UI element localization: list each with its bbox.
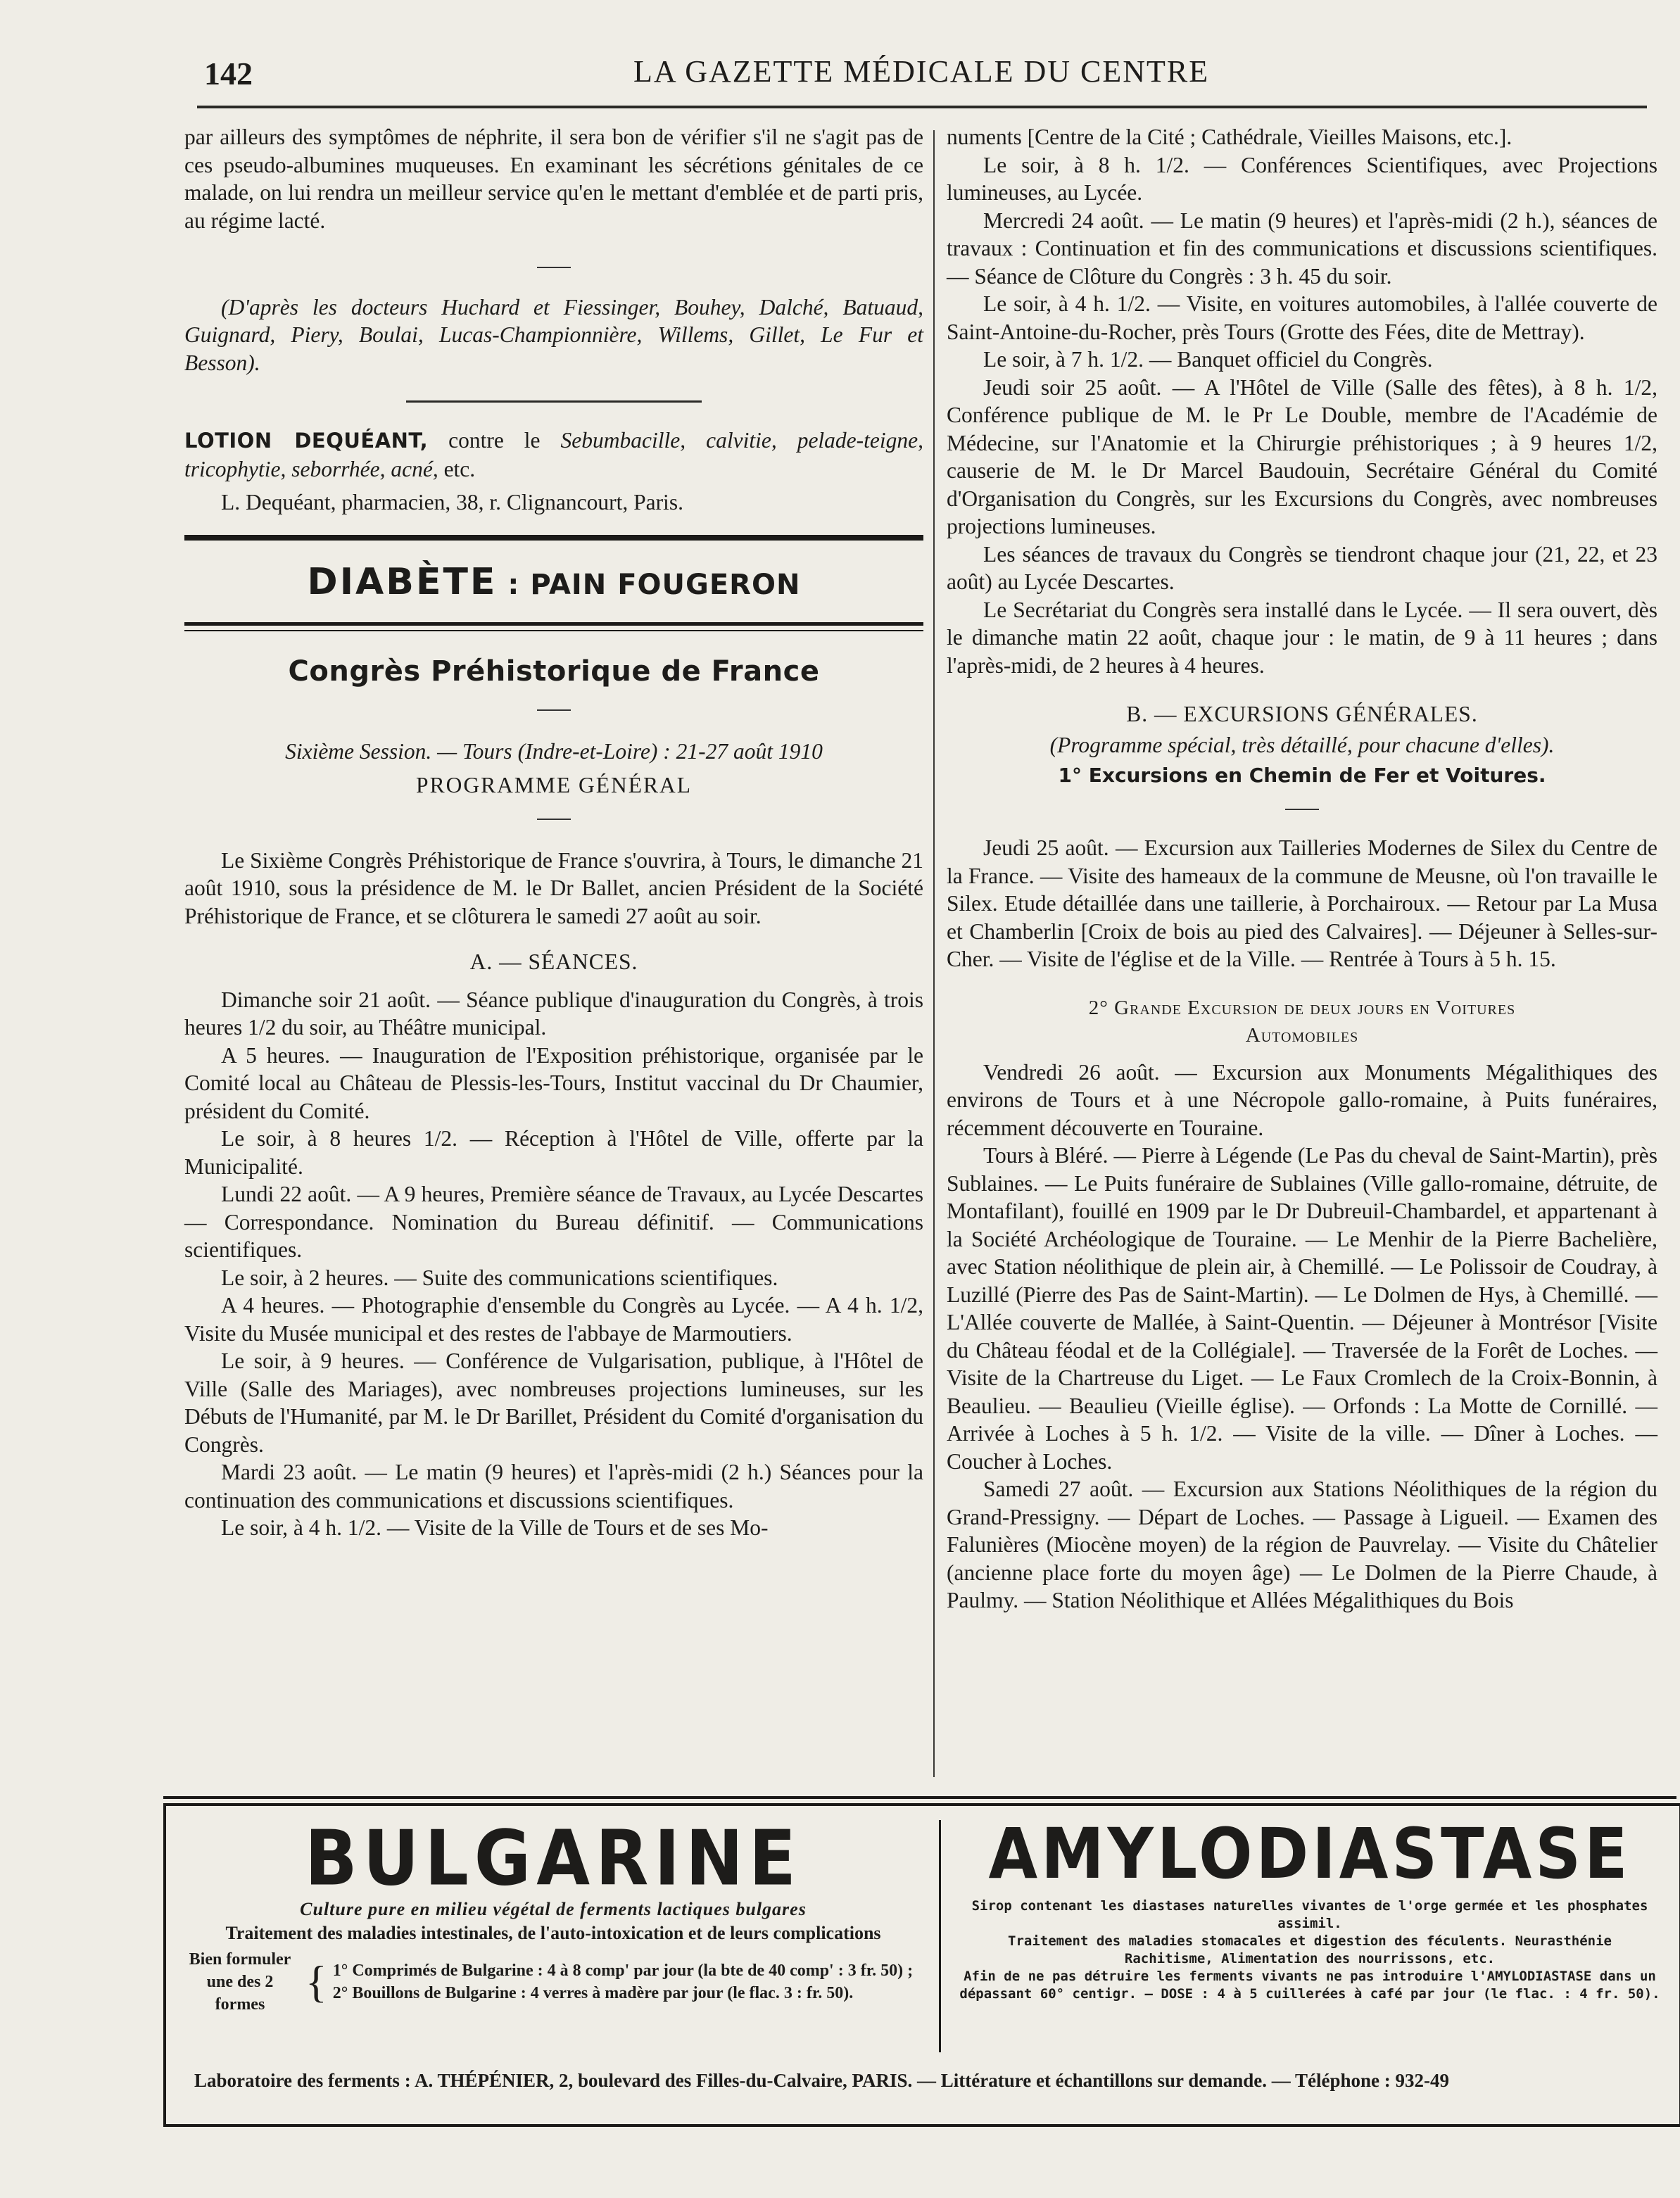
diabete-ad [184, 560, 923, 603]
page-number: 142 [204, 56, 253, 91]
amylodiastase-ad [954, 1813, 1665, 2003]
divider-rule [406, 400, 702, 403]
dash-separator-4 [947, 794, 1657, 822]
diabete-sep: : [497, 568, 531, 601]
journal-title: LA GAZETTE MÉDICALE DU CENTRE [633, 54, 1210, 89]
seance-paragraph: Jeudi soir 25 août. — A l'Hôtel de Ville (Salle des fêtes), à 8 h. 1/2, Conférence publique de M. le Pr Le Double, membre de l'Académie de Médecine, sur l'Anatomie et la Chirurgie préhistoriques ; à 9 heures 1/2, causerie de M. le Dr Marcel Baudouin, Secrétaire Général du Comité d'Organisation du Congrès, sur les Excursions du Congrès, avec nombreuses projections lumineuses. [947, 374, 1657, 538]
amylodiastase-line: Rachitisme, Alimentation des nourrissons, etc. [1124, 1951, 1496, 1966]
formula-lines [333, 1959, 926, 2004]
diabete-word: DIABÈTE [307, 560, 498, 603]
excursion-1-title: 1° Excursions en Chemin de Fer et Voitures. [1058, 764, 1546, 787]
advert-footer: Laboratoire des ferments : A. THÉPÉNIER, 2, boulevard des Filles-du-Calvaire, PARIS. — Littérature et échantillons sur demande. — Téléphone : 932-49 [194, 2070, 1449, 2091]
amylodiastase-line: dépassant 60° centigr. — DOSE : 4 à 5 cuillerées à café par jour (le flac. : 4 fr. 50). [959, 1986, 1660, 2002]
advert-divider [939, 1820, 941, 2052]
dash-separator-2 [184, 695, 923, 723]
seance-paragraph: Mercredi 24 août. — Le matin (9 heures) et l'après-midi (2 h.), séances de travaux : Continuation et fin des communications et discussions scientifiques. — Séance de Clôture du Congrès : 3 h. 45 du soir. [947, 208, 1657, 289]
congres-intro: Le Sixième Congrès Préhistorique de France s'ouvrira, à Tours, le dimanche 21 août 1910, sous la présidence de M. le Dr Ballet, ancien Président de la Société Préhistorique de France, et se clôturera le samedi 27 août au soir. [184, 847, 923, 928]
lotion-text: contre le [428, 428, 561, 453]
seance-paragraph: Le soir, à 4 h. 1/2. — Visite de la Ville de Tours et de ses Mo- [221, 1515, 769, 1540]
seance-paragraph: Le Secrétariat du Congrès sera installé dans le Lycée. — Il sera ouvert, dès le dimanche matin 22 août, chaque jour : le matin, de 9 à 11 heures ; dans l'après-midi, de 2 heures à 4 heures. [947, 597, 1657, 678]
column-divider [933, 130, 935, 1777]
section-a-title: A. — SÉANCES. [469, 949, 638, 974]
programme-title: PROGRAMME GÉNÉRAL [416, 772, 692, 797]
lotion-ad [184, 427, 923, 483]
lotion-indications: Sebumbacille, calvitie, pelade-teigne, tricophytie, seborrhée, acné, [184, 428, 923, 481]
left-column [184, 123, 923, 1542]
excursion-2-paragraph: Tours à Bléré. — Pierre à Légende (Le Pas du cheval de Saint-Martin), près Sublaines. — Le Puits funéraire de Sublaines (Ville gallo-romaine, détruite, de Montafilant), fouillé en 1909 par le Dr Dubreuil-Chambardel, et appartenant à la Société Archéologique de Touraine. — Le Menhir de la Pierre Bachelière, avec Station néolithique de plein air, à Chemillé. — Le Polissoir de Coudray, à Luzillé (Pierre des Pas de Saint-Martin). — Le Dolmen de Hys, à Chemillé. — L'Allée couverte de Mallée, à Saint-Quentin. — Déjeuner à Montrésor [Visite du Château féodal et de la Collégiale]. — Traversée de la Forêt de Loches. — Visite de la Chartreuse du Liget. — Le Faux Cromlech de la Croix-Bonnin, à Beaulieu. — Beaulieu (Vieille église). — Orfonds : La Motte de Cornillé. — Arrivée à Loches à 5 h. 1/2. — Visite de la ville. — Dîner à Loches. — Coucher à Loches. [947, 1143, 1657, 1474]
excursion-2-title-cont: Automobiles [1245, 1024, 1359, 1047]
seance-paragraph: Le soir, à 2 heures. — Suite des communications scientifiques. [221, 1265, 778, 1290]
header-rule [197, 106, 1647, 108]
seance-paragraph: A 4 heures. — Photographie d'ensemble du Congrès au Lycée. — A 4 h. 1/2, Visite du Musée municipal et des restes de l'abbaye de Marmoutiers. [184, 1293, 923, 1346]
amylodiastase-line: Traitement des maladies stomacales et digestion des féculents. Neurasthénie [1008, 1933, 1612, 1949]
section-b-subtitle: (Programme spécial, très détaillé, pour chacune d'elles). [1049, 732, 1555, 757]
intro-paragraph: par ailleurs des symptômes de néphrite, il sera bon de vérifier s'il ne s'agit pas de ces pseudo-albumines muqueuses. En examinant les sécrétions génitales de ce malade, on lui rendra un meilleur service qu'en le mettant d'emblée et de parti pris, au régime lacté. [184, 125, 923, 233]
bulgarine-formula [180, 1948, 926, 2016]
lotion-pharmacist: L. Dequéant, pharmacien, 38, r. Clignancourt, Paris. [221, 490, 683, 514]
thin-rule [184, 630, 923, 631]
formula-label-line: Bien formuler [189, 1950, 291, 1969]
diabete-product: PAIN FOUGERON [530, 568, 801, 601]
lotion-name: LOTION DEQUÉANT, [184, 429, 429, 453]
seance-paragraph: Lundi 22 août. — A 9 heures, Première séance de Travaux, au Lycée Descartes — Correspondance. Nomination du Bureau définitif. — Communications scientifiques. [184, 1182, 923, 1262]
thick-rule-2 [184, 622, 923, 626]
bulgarine-indication: Traitement des maladies intestinales, de l'auto-intoxication et de leurs complications [225, 1923, 881, 1943]
formula-label-line: une des 2 formes [206, 1973, 274, 2014]
formula-line: 2° Bouillons de Bulgarine : 4 verres à madère par jour (le flac. 3 : fr. 50). [332, 1984, 854, 2002]
amylodiastase-line: Sirop contenant les diastases naturelles vivantes de l'orge germée et les phosphates assimil. [971, 1898, 1648, 1931]
seance-paragraph: Le soir, à 9 heures. — Conférence de Vulgarisation, publique, à l'Hôtel de Ville (Salle des Mariages), avec nombreuses projections lumineuses, sur les Débuts de l'Humanité, par M. le Dr Barillet, Président du Comité d'organisation du Congrès. [184, 1349, 923, 1457]
seance-paragraph: A 5 heures. — Inauguration de l'Exposition préhistorique, organisée par le Comité local au Château de Plessis-les-Tours, Institut vaccinal du Dr Chaumier, président du Comité. [184, 1042, 923, 1123]
right-column [947, 123, 1657, 1615]
congres-title: Congrès Préhistorique de France [288, 655, 820, 688]
bulgarine-tagline: Culture pure en milieu végétal de ferments lactiques bulgares [300, 1899, 807, 1919]
brace-icon: { [305, 1957, 327, 2007]
section-b-title: B. — EXCURSIONS GÉNÉRALES. [1126, 702, 1478, 726]
seance-paragraph: Le soir, à 4 h. 1/2. — Visite, en voitures automobiles, à l'allée couverte de Saint-Antoine-du-Rocher, près Tours (Grotte des Fées, dite de Mettray). [947, 291, 1657, 344]
seance-paragraph: Le soir, à 8 h. 1/2. — Conférences Scientifiques, avec Projections lumineuses, au Lycée. [947, 152, 1657, 205]
bulgarine-ad [180, 1814, 926, 2016]
excursion-2-paragraph: Vendredi 26 août. — Excursion aux Monuments Mégalithiques des environs de Tours et à une Nécropole gallo-romaine, à Puits funéraires, récemment découverte en Touraine. [947, 1059, 1657, 1140]
formula-line: 1° Comprimés de Bulgarine : 4 à 8 comp' par jour (la bte de 40 comp' : 3 fr. 50) ; [332, 1962, 914, 1980]
seance-paragraph: Le soir, à 8 heures 1/2. — Réception à l'Hôtel de Ville, offerte par la Municipalité. [184, 1126, 923, 1179]
seance-paragraph: Dimanche soir 21 août. — Séance publique d'inauguration du Congrès, à trois heures 1/2 du soir, au Théâtre municipal. [184, 987, 923, 1040]
excursion-2-title: 2° Grande Excursion de deux jours en Voitures [1088, 996, 1516, 1019]
amylodiastase-brand: AMYLODIASTASE [988, 1813, 1631, 1895]
seance-paragraph: Le soir, à 7 h. 1/2. — Banquet officiel du Congrès. [983, 347, 1433, 372]
dash-separator [184, 251, 923, 279]
excursion-2-paragraph: Samedi 27 août. — Excursion aux Stations Néolithiques de la région du Grand-Pressigny. — Départ de Loches. — Passage à Ligueil. — Examen des Falunières (Miocène moyen) de la région de Pauvrelay. — Visite du Châtelier (ancienne place forte du moyen âge) — Le Dolmen de la Pierre Chaude, à Paulmy. — Station Néolithique et Allées Mégalithiques du Bois [947, 1477, 1657, 1612]
bulgarine-brand: BULGARINE [305, 1814, 802, 1903]
amylodiastase-line: Afin de ne pas détruire les ferments vivants ne pas introduire l'AMYLODIASTASE dans un [964, 1969, 1656, 1984]
session-line: Sixième Session. — Tours (Indre-et-Loire) : 21-27 août 1910 [285, 739, 823, 764]
excursion-1-text: Jeudi 25 août. — Excursion aux Tailleries Modernes de Silex du Centre de la France. — Visite des hameaux de la commune de Meusne, où l'on travaille le Silex. Etude détaillée dans une taillerie, à Porchairoux. — Retour par La Musa et Chamberlin [Croix de bois au pied des Calvaires]. — Déjeuner à Selles-sur-Cher. — Visite de l'église et de la Ville. — Rentrée à Tours à 5 h. 15. [947, 835, 1657, 971]
citation: (D'après les docteurs Huchard et Fiessinger, Bouhey, Dalché, Batuaud, Guignard, Piery, Boulai, Lucas-Championnière, Willems, Gillet, Le Fur et Besson). [184, 294, 923, 375]
seance-paragraph: Mardi 23 août. — Le matin (9 heures) et l'après-midi (2 h.) Séances pour la continuation des communications et discussions scientifiques. [184, 1460, 923, 1512]
seance-paragraph: Les séances de travaux du Congrès se tiendront chaque jour (21, 22, et 23 août) au Lycée Descartes. [947, 541, 1657, 594]
seance-paragraph: numents [Centre de la Cité ; Cathédrale, Vieilles Maisons, etc.]. [947, 125, 1512, 149]
thick-rule [184, 535, 923, 541]
lotion-end: etc. [438, 456, 476, 481]
dash-separator-3 [184, 803, 923, 831]
advert-box [163, 1803, 1680, 2127]
formula-label [180, 1948, 300, 2016]
page-header [197, 42, 1647, 99]
advert-top-rule [163, 1796, 1676, 1799]
